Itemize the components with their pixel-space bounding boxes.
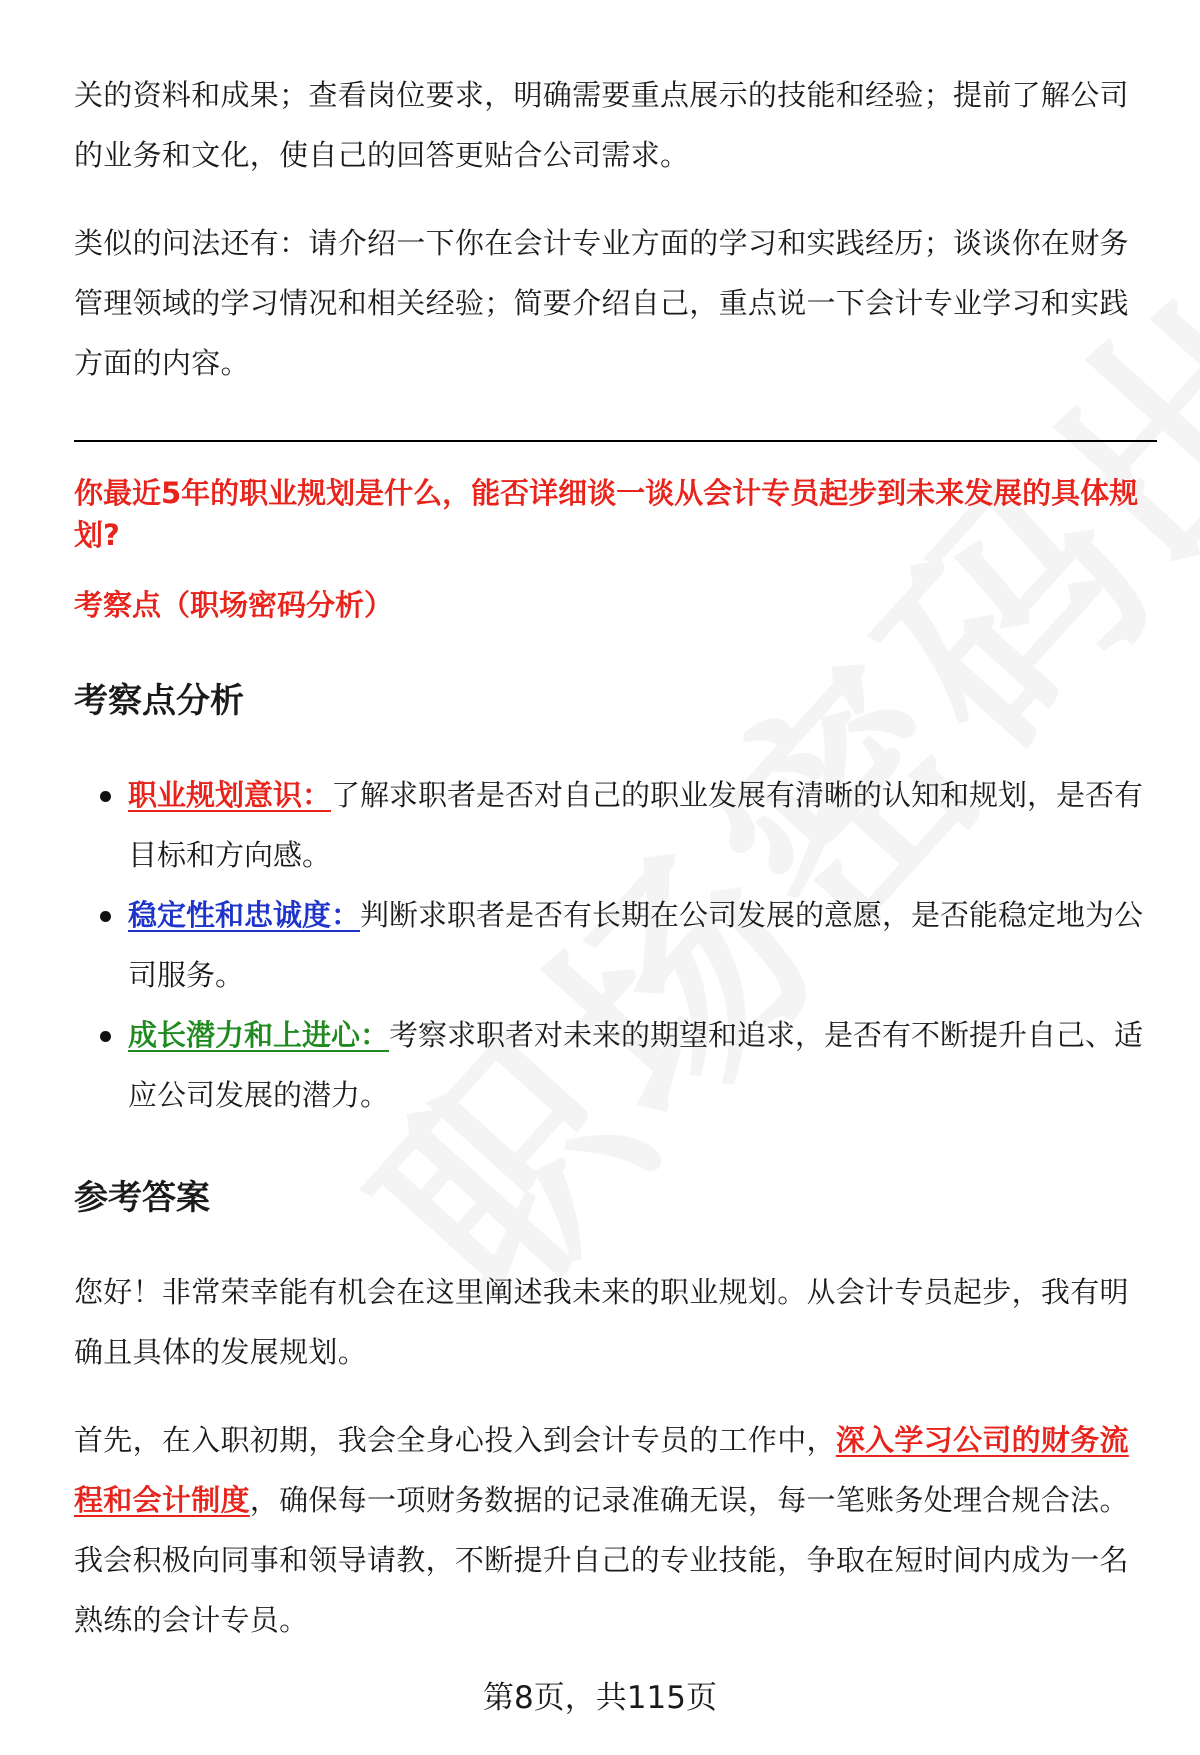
exam-point-label: 考察点（职场密码分析） (74, 588, 394, 622)
bullet-icon (100, 911, 111, 922)
list-item (74, 765, 1157, 885)
point-keyword: 成长潜力和上进心： (128, 1018, 390, 1052)
interview-question: 你最近5年的职业规划是什么，能否详细谈一谈从会计专员起步到未来发展的具体规划? (74, 476, 1139, 552)
list-item (74, 1005, 1157, 1125)
point-keyword: 稳定性和忠诚度： (128, 898, 361, 932)
continuation-paragraph: 关的资料和成果；查看岗位要求，明确需要重点展示的技能和经验；提前了解公司的业务和文化，使自己的回答更贴合公司需求。 (74, 78, 1129, 172)
answer-heading: 参考答案 (74, 1178, 210, 1218)
answer-intro-paragraph: 您好！非常荣幸能有机会在这里阐述我未来的职业规划。从会计专员起步，我有明确且具体的发展规划。 (74, 1275, 1129, 1369)
answer-first-paragraph (74, 1410, 1157, 1650)
similar-questions-paragraph: 类似的问法还有：请介绍一下你在会计专业方面的学习和实践经历；谈谈你在财务管理领域的学习情况和相关经验；简要介绍自己，重点说一下会计专业学习和实践方面的内容。 (74, 226, 1129, 380)
point-text: 了解求职者是否对自己的职业发展有清晰的认知和规划，是否有目标和方向感。 (128, 778, 1144, 872)
answer-highlight: 深入学习公司的财务流程和会计制度 (74, 1423, 1129, 1517)
bullet-icon (100, 1031, 111, 1042)
section-divider (74, 440, 1157, 442)
answer-text-after: ，确保每一项财务数据的记录准确无误，每一笔账务处理合规合法。我会积极向同事和领导请教，不断提升自己的专业技能，争取在短时间内成为一名熟练的会计专员。 (74, 1483, 1129, 1637)
answer-text-before: 首先，在入职初期，我会全身心投入到会计专员的工作中， (74, 1423, 836, 1457)
bullet-icon (100, 791, 111, 802)
point-keyword: 职业规划意识： (128, 778, 332, 812)
analysis-heading: 考察点分析 (74, 681, 244, 721)
point-text: 考察求职者对未来的期望和追求，是否有不断提升自己、适应公司发展的潜力。 (128, 1018, 1144, 1112)
analysis-list (74, 765, 1157, 1125)
point-text: 判断求职者是否有长期在公司发展的意愿，是否能稳定地为公司服务。 (128, 898, 1144, 992)
list-item (74, 885, 1157, 1005)
page-footer: 第8页，共115页 (483, 1680, 717, 1716)
